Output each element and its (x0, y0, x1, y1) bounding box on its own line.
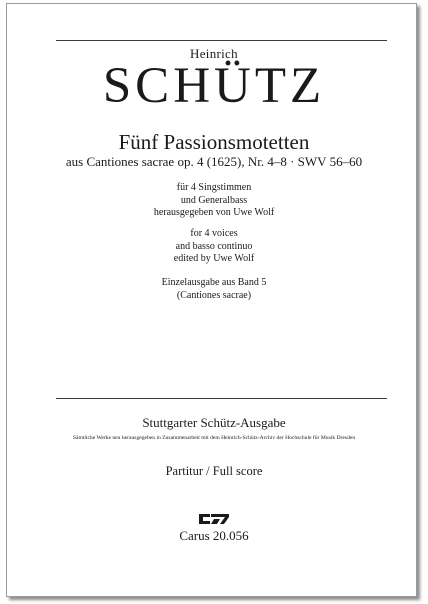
scoring-en-line: for 4 voices (190, 228, 238, 239)
composer-last-name: SCHÜTZ (102, 58, 326, 114)
edition-note-line: (Cantiones sacrae) (176, 289, 252, 301)
edition-note-line: Einzelausgabe aus Band 5 (161, 277, 267, 288)
editor-de-line: herausgegeben von Uwe Wolf (153, 207, 275, 218)
catalog-number: Carus 20.056 (179, 528, 249, 543)
scoring-english (0, 228, 428, 266)
series-subtitle: Sämtliche Werke neu herausgegeben in Zusammenarbeit mit dem Heinrich-Schütz-Archiv der Hochschule für Musik Dresden (72, 435, 356, 441)
top-rule (56, 40, 387, 41)
composer-first-name: Heinrich (190, 46, 238, 61)
scoring-en-line: and basso continuo (175, 240, 253, 252)
work-title: Fünf Passionsmotetten (118, 130, 310, 154)
edition-note (0, 277, 428, 302)
scoring-de-line: und Generalbass (180, 194, 248, 206)
carus-logo-icon (196, 511, 232, 527)
work-subtitle: aus Cantiones sacrae op. 4 (1625), Nr. 4–8 · SWV 56–60 (65, 154, 363, 169)
editor-en-line: edited by Uwe Wolf (173, 253, 255, 264)
scoring-german (0, 182, 428, 220)
score-type-label: Partitur / Full score (165, 464, 263, 478)
series-title: Stuttgarter Schütz-Ausgabe (142, 415, 286, 430)
scoring-de-line: für 4 Singstimmen (176, 182, 252, 193)
middle-rule (56, 398, 387, 399)
